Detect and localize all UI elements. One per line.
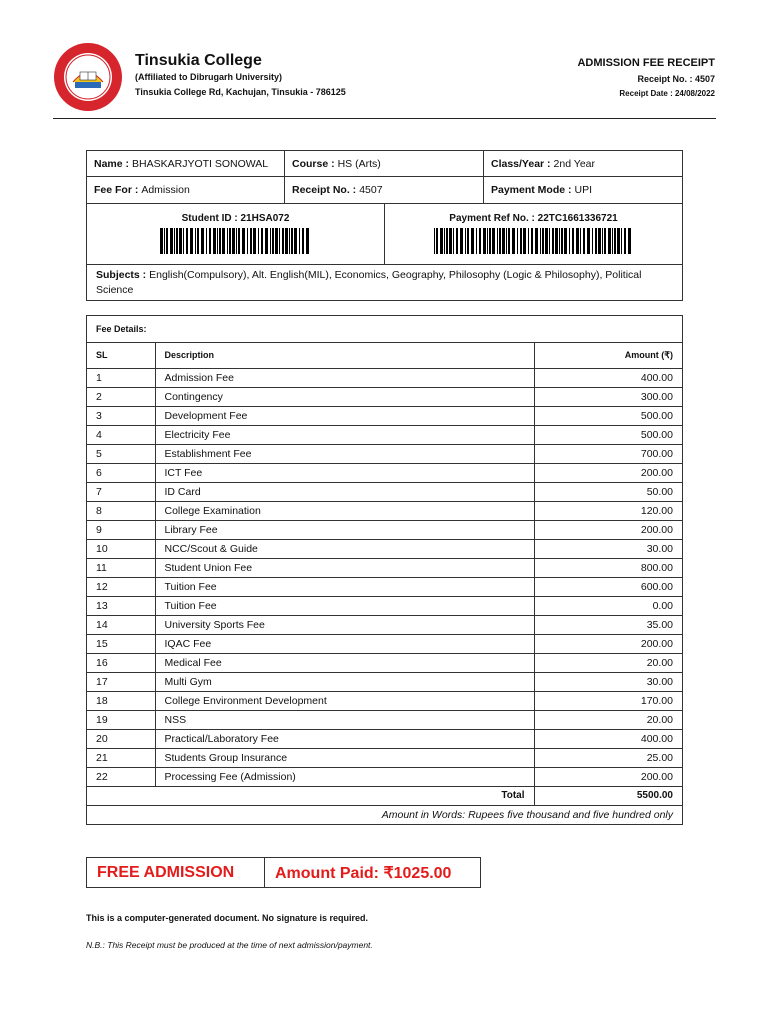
- table-row: [87, 672, 682, 691]
- fee-sl: 13: [87, 596, 155, 615]
- payment-mode-cell: [484, 177, 682, 203]
- fee-description: Admission Fee: [155, 368, 534, 387]
- fee-sl: 14: [87, 615, 155, 634]
- affiliation: (Affiliated to Dibrugarh University): [135, 72, 283, 82]
- fee-sl: 18: [87, 691, 155, 710]
- fee-table-header: [87, 343, 682, 368]
- fee-amount: 200.00: [534, 634, 682, 653]
- college-logo: [53, 42, 123, 112]
- payment-ref-barcode: [434, 228, 634, 254]
- table-row: [87, 615, 682, 634]
- payment-mode-label: Payment Mode :: [491, 184, 572, 196]
- fee-amount: 25.00: [534, 748, 682, 767]
- table-row: [87, 482, 682, 501]
- total-label: Total: [87, 786, 534, 805]
- fee-amount: 500.00: [534, 406, 682, 425]
- fee-description: Development Fee: [155, 406, 534, 425]
- subjects-value: English(Compulsory), Alt. English(MIL), Economics, Geography, Philosophy (Logic & Philosophy), Political Science: [96, 269, 642, 296]
- subjects-label: Subjects :: [96, 269, 147, 281]
- fee-description: ICT Fee: [155, 463, 534, 482]
- payment-summary: [86, 857, 481, 888]
- fee-amount: 800.00: [534, 558, 682, 577]
- fee-description: University Sports Fee: [155, 615, 534, 634]
- fee-description: ID Card: [155, 482, 534, 501]
- fee-description: Establishment Fee: [155, 444, 534, 463]
- table-row: [87, 387, 682, 406]
- student-id-barcode: [160, 228, 312, 254]
- name-value: BHASKARJYOTI SONOWAL: [132, 157, 269, 170]
- table-row: [87, 425, 682, 444]
- fee-description: Multi Gym: [155, 672, 534, 691]
- fee-sl: 5: [87, 444, 155, 463]
- fee-amount: 700.00: [534, 444, 682, 463]
- col-description: Description: [155, 343, 534, 368]
- table-row: [87, 691, 682, 710]
- fee-sl: 21: [87, 748, 155, 767]
- fee-amount: 50.00: [534, 482, 682, 501]
- college-name: Tinsukia College: [135, 52, 262, 69]
- student-id-cell: [87, 204, 385, 264]
- receipt-date: Receipt Date : 24/08/2022: [619, 89, 715, 98]
- fee-amount: 300.00: [534, 387, 682, 406]
- receipt-no-cell: [285, 177, 484, 203]
- table-row: [87, 463, 682, 482]
- student-info-box: [86, 150, 683, 301]
- fee-sl: 19: [87, 710, 155, 729]
- fee-amount: 170.00: [534, 691, 682, 710]
- amount-paid: Amount Paid: ₹1025.00: [275, 864, 452, 882]
- fee-description: IQAC Fee: [155, 634, 534, 653]
- amount-words-row: [87, 805, 682, 824]
- fee-for-cell: [87, 177, 285, 203]
- fee-amount: 20.00: [534, 653, 682, 672]
- subjects: [87, 265, 682, 301]
- course-label: Course :: [292, 157, 335, 170]
- computer-generated-note: This is a computer-generated document. No signature is required.: [86, 913, 369, 923]
- fee-amount: 0.00: [534, 596, 682, 615]
- fee-sl: 7: [87, 482, 155, 501]
- table-row: [87, 710, 682, 729]
- fee-sl: 4: [87, 425, 155, 444]
- col-sl: SL: [87, 343, 155, 368]
- payment-ref: Payment Ref No. : 22TC1661336721: [449, 213, 618, 224]
- fee-amount: 35.00: [534, 615, 682, 634]
- fee-sl: 8: [87, 501, 155, 520]
- class-label: Class/Year :: [491, 157, 551, 170]
- payment-ref-cell: [385, 204, 682, 264]
- receipt-title: ADMISSION FEE RECEIPT: [577, 57, 715, 69]
- table-row: [87, 406, 682, 425]
- total-row: [87, 786, 682, 805]
- table-row: [87, 520, 682, 539]
- fee-sl: 20: [87, 729, 155, 748]
- fee-description: Library Fee: [155, 520, 534, 539]
- receipt-no-label: Receipt No. :: [292, 184, 357, 196]
- fee-description: College Environment Development: [155, 691, 534, 710]
- fee-description: Medical Fee: [155, 653, 534, 672]
- fee-amount: 30.00: [534, 672, 682, 691]
- fee-sl: 12: [87, 577, 155, 596]
- fee-amount: 20.00: [534, 710, 682, 729]
- table-row: [87, 368, 682, 387]
- fee-description: Practical/Laboratory Fee: [155, 729, 534, 748]
- fee-sl: 16: [87, 653, 155, 672]
- table-row: [87, 748, 682, 767]
- fee-description: Processing Fee (Admission): [155, 767, 534, 786]
- table-row: [87, 767, 682, 786]
- course-cell: [285, 151, 484, 176]
- fee-amount: 600.00: [534, 577, 682, 596]
- total-value: 5500.00: [534, 786, 682, 805]
- fee-amount: 400.00: [534, 729, 682, 748]
- fee-amount: 200.00: [534, 520, 682, 539]
- header-divider: [53, 118, 716, 119]
- fee-sl: 17: [87, 672, 155, 691]
- fee-amount: 200.00: [534, 767, 682, 786]
- fee-details-box: [86, 315, 683, 825]
- table-row: [87, 577, 682, 596]
- fee-for-value: Admission: [141, 184, 190, 196]
- receipt-no-value: 4507: [359, 184, 383, 196]
- table-row: [87, 444, 682, 463]
- fee-sl: 22: [87, 767, 155, 786]
- fee-description: Students Group Insurance: [155, 748, 534, 767]
- fee-table: [87, 343, 682, 824]
- college-address: Tinsukia College Rd, Kachujan, Tinsukia - 786125: [135, 87, 346, 97]
- name-label: Name :: [94, 157, 130, 170]
- fee-amount: 200.00: [534, 463, 682, 482]
- receipt-number: Receipt No. : 4507: [637, 74, 715, 84]
- name-cell: [87, 151, 285, 176]
- fee-description: Student Union Fee: [155, 558, 534, 577]
- class-value: 2nd Year: [553, 157, 596, 170]
- payment-mode-value: UPI: [574, 184, 593, 196]
- fee-sl: 2: [87, 387, 155, 406]
- fee-description: Contingency: [155, 387, 534, 406]
- amount-in-words: Amount in Words: Rupees five thousand and five hundred only: [87, 805, 682, 824]
- fee-details-title: Fee Details:: [87, 316, 682, 343]
- fee-sl: 9: [87, 520, 155, 539]
- course-value: HS (Arts): [337, 157, 381, 170]
- fee-description: Tuition Fee: [155, 596, 534, 615]
- student-id: Student ID : 21HSA072: [181, 213, 290, 224]
- table-row: [87, 634, 682, 653]
- fee-amount: 500.00: [534, 425, 682, 444]
- table-row: [87, 558, 682, 577]
- nb-note: N.B.: This Receipt must be produced at the time of next admission/payment.: [86, 940, 373, 950]
- fee-amount: 30.00: [534, 539, 682, 558]
- fee-description: College Examination: [155, 501, 534, 520]
- table-row: [87, 729, 682, 748]
- fee-amount: 120.00: [534, 501, 682, 520]
- free-admission-label: FREE ADMISSION: [87, 858, 265, 887]
- fee-sl: 15: [87, 634, 155, 653]
- fee-sl: 6: [87, 463, 155, 482]
- table-row: [87, 596, 682, 615]
- fee-sl: 11: [87, 558, 155, 577]
- fee-description: Electricity Fee: [155, 425, 534, 444]
- table-row: [87, 653, 682, 672]
- table-row: [87, 501, 682, 520]
- fee-sl: 1: [87, 368, 155, 387]
- col-amount: Amount (₹): [534, 343, 682, 368]
- table-row: [87, 539, 682, 558]
- fee-sl: 10: [87, 539, 155, 558]
- class-cell: [484, 151, 682, 176]
- fee-description: NCC/Scout & Guide: [155, 539, 534, 558]
- fee-description: NSS: [155, 710, 534, 729]
- fee-description: Tuition Fee: [155, 577, 534, 596]
- fee-for-label: Fee For :: [94, 184, 139, 196]
- fee-amount: 400.00: [534, 368, 682, 387]
- fee-sl: 3: [87, 406, 155, 425]
